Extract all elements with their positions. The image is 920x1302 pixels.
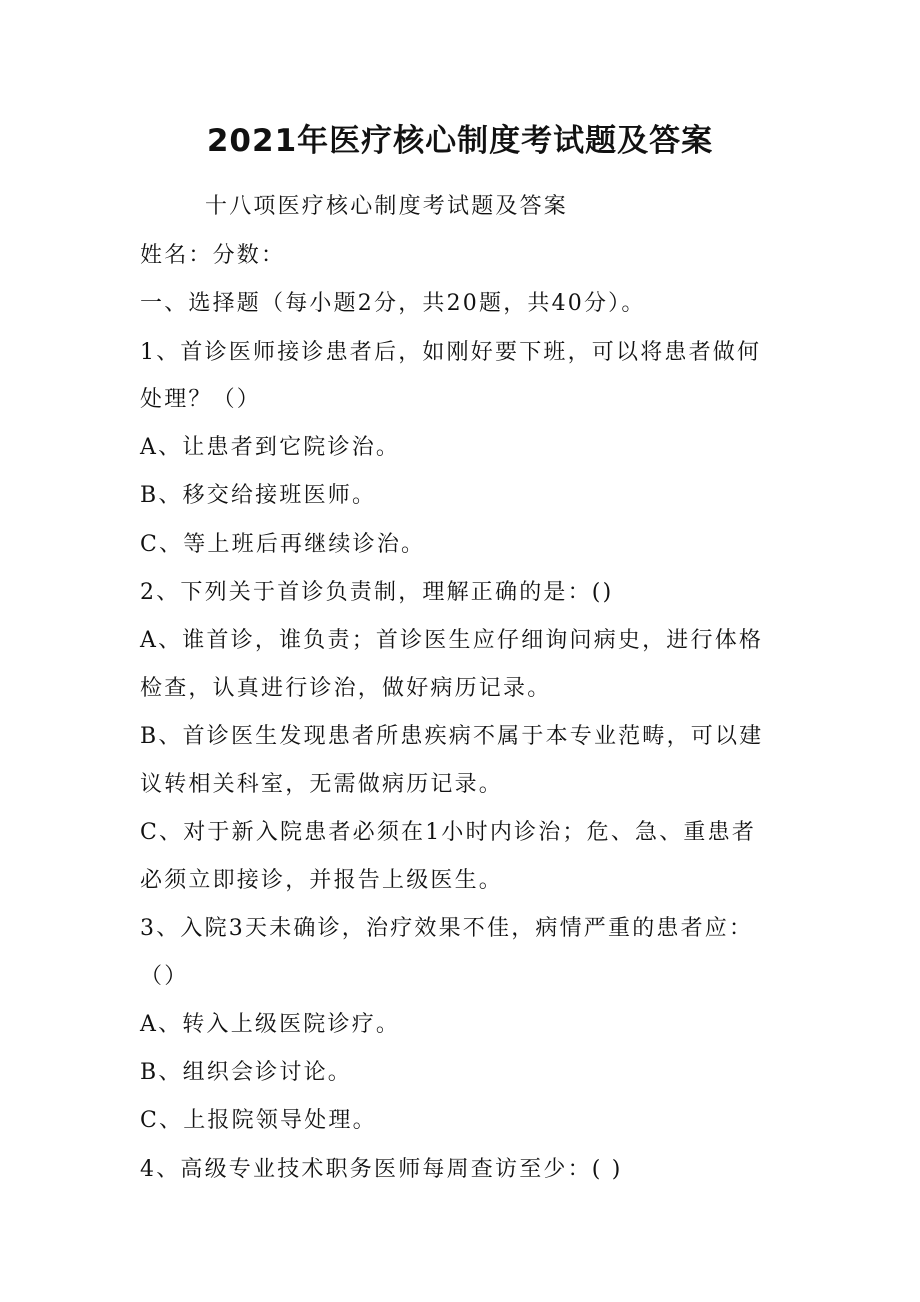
option-c-continued: 必须立即接诊，并报告上级医生。: [140, 868, 504, 893]
option-c: C、对于新入院患者必须在1小时内诊治；危、急、重患者: [140, 820, 757, 845]
question-stem-line: 3、入院3天未确诊，治疗效果不佳，病情严重的患者应：: [140, 916, 754, 941]
name-score-line: 姓名：分数：: [140, 243, 286, 268]
question-stem-line: （）: [140, 964, 189, 989]
document-subtitle: 十八项医疗核心制度考试题及答案: [205, 194, 569, 219]
option-a-continued: 检查，认真进行诊治，做好病历记录。: [140, 676, 552, 701]
option-c: C、等上班后再继续诊治。: [140, 532, 426, 557]
question-stem-line: 1、首诊医师接诊患者后，如刚好要下班，可以将患者做何: [140, 340, 762, 365]
question-stem-line: 处理？（）: [140, 387, 262, 412]
question-stem-line: 4、高级专业技术职务医师每周查访至少：( ): [140, 1157, 623, 1182]
option-a: A、让患者到它院诊治。: [140, 435, 401, 460]
document-title: 2021年医疗核心制度考试题及答案: [206, 123, 714, 159]
option-b-continued: 议转相关科室，无需做病历记录。: [140, 772, 504, 797]
section-heading: 一、选择题（每小题2分，共20题，共40分）。: [140, 291, 646, 316]
option-a: A、转入上级医院诊疗。: [140, 1012, 401, 1037]
question-stem-line: 2、下列关于首诊负责制，理解正确的是：(): [140, 580, 614, 605]
option-a: A、谁首诊，谁负责；首诊医生应仔细询问病史，进行体格: [140, 628, 764, 653]
option-b: B、首诊医生发现患者所患疾病不属于本专业范畴，可以建: [140, 724, 764, 749]
option-b: B、组织会诊讨论。: [140, 1060, 352, 1085]
option-b: B、移交给接班医师。: [140, 483, 377, 508]
option-c: C、上报院领导处理。: [140, 1108, 377, 1133]
